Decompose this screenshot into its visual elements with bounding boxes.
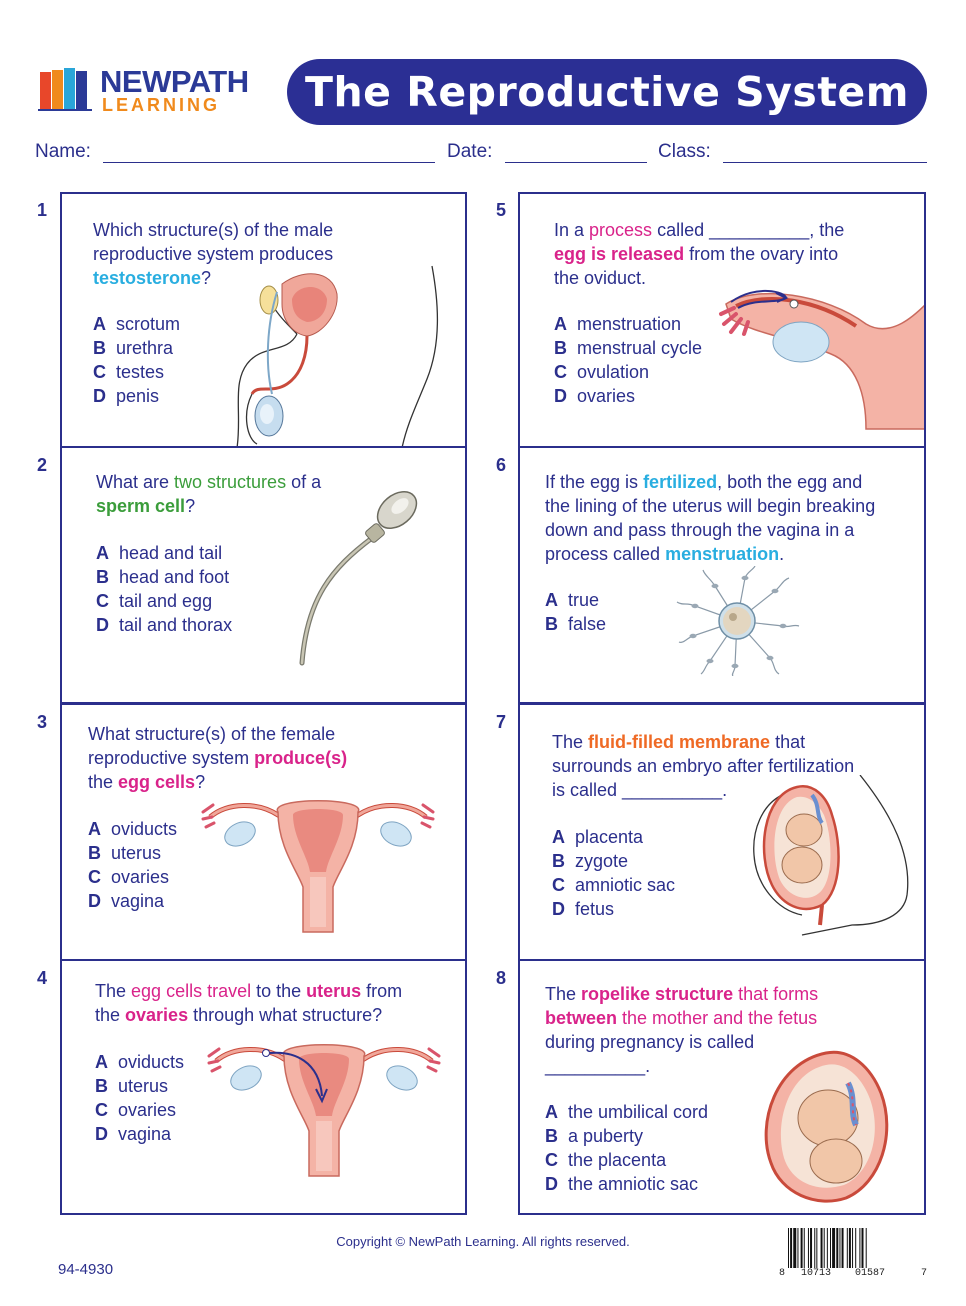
embryo-amniotic-sac-illustration [742, 775, 922, 945]
name-field[interactable] [103, 162, 435, 163]
option-text: fetus [575, 899, 615, 919]
answer-option-c[interactable] [554, 360, 702, 384]
student-info-line [35, 141, 927, 165]
question-text-fragment: If the egg is [545, 472, 644, 492]
option-text: ovaries [577, 386, 636, 406]
answer-option-d[interactable] [95, 1122, 184, 1146]
question-text-fragment: . [779, 544, 785, 564]
date-label: Date: [447, 141, 493, 162]
question-text-line: during pregnancy is called [545, 1032, 755, 1052]
question-text-fragment: called __________, the [652, 220, 845, 240]
question-card-8 [518, 959, 926, 1215]
question-card-7 [518, 703, 926, 961]
question-text-line: down and pass through the vagina in a [545, 520, 855, 540]
answer-option-a[interactable] [88, 817, 177, 841]
question-number: 3 [37, 712, 48, 732]
answer-options [554, 312, 702, 408]
answer-options [96, 541, 232, 637]
question-number: 4 [37, 968, 48, 988]
question-card-5 [518, 192, 926, 448]
question-text-line: the oviduct. [554, 268, 647, 288]
answer-option-b[interactable] [96, 565, 232, 589]
question-number: 7 [496, 712, 507, 732]
answer-option-c[interactable] [545, 1148, 708, 1172]
question-text-fragment: ? [195, 772, 206, 792]
option-text: testes [116, 362, 165, 382]
option-letter: C [552, 875, 565, 895]
class-label: Class: [658, 141, 711, 162]
question-card-4 [60, 959, 467, 1215]
answer-option-b[interactable] [88, 841, 177, 865]
keyword-highlight: that forms [733, 984, 819, 1004]
option-letter: A [552, 827, 565, 847]
question-number: 1 [37, 200, 48, 220]
answer-option-a[interactable] [552, 825, 675, 849]
barcode-digit-group: 8 [779, 1268, 786, 1279]
answer-option-d[interactable] [554, 384, 702, 408]
option-letter: B [95, 1076, 108, 1096]
question-text-fragment: from the ovary into [684, 244, 839, 264]
question-text-fragment: The [95, 981, 132, 1001]
option-text: vagina [111, 891, 165, 911]
option-text: oviducts [111, 819, 178, 839]
keyword-highlight: the mother and the fetus [617, 1008, 818, 1028]
option-letter: C [545, 1150, 558, 1170]
option-text: a puberty [568, 1126, 644, 1146]
barcode-digit-group: 10713 [801, 1268, 832, 1279]
question-text-fragment: The [552, 732, 589, 752]
option-letter: A [554, 314, 567, 334]
question-text-fragment: process called [545, 544, 666, 564]
keyword-highlight: menstruation [665, 544, 780, 564]
question-text-fragment: ? [185, 496, 196, 516]
option-letter: D [88, 891, 101, 911]
option-letter: A [545, 590, 558, 610]
answer-option-a[interactable] [554, 312, 702, 336]
barcode-digit-group: 7 [921, 1268, 928, 1279]
answer-option-a[interactable] [93, 312, 180, 336]
ovulation-illustration [716, 284, 926, 446]
keyword-highlight: uterus [306, 981, 362, 1001]
copyright-notice: Copyright © NewPath Learning. All rights reserved. [336, 1234, 630, 1249]
option-text: zygote [575, 851, 629, 871]
name-label: Name: [35, 141, 91, 162]
title-banner [287, 59, 927, 125]
option-letter: C [93, 362, 106, 382]
answer-option-c[interactable] [552, 873, 675, 897]
question-number: 2 [37, 455, 48, 475]
option-text: menstruation [577, 314, 682, 334]
option-letter: B [545, 614, 558, 634]
answer-option-b[interactable] [554, 336, 702, 360]
question-card-3 [60, 703, 467, 961]
keyword-highlight: egg is released [554, 244, 685, 264]
logo-word-newpath: NEWPATH [100, 64, 249, 99]
answer-option-a[interactable] [95, 1050, 184, 1074]
answer-option-d[interactable] [93, 384, 180, 408]
keyword-highlight: ropelike structure [581, 984, 734, 1004]
option-text: the amniotic sac [568, 1174, 699, 1194]
option-letter: D [545, 1174, 558, 1194]
option-letter: A [96, 543, 109, 563]
question-text-line: is called __________. [552, 780, 728, 800]
option-letter: D [554, 386, 567, 406]
answer-option-a[interactable] [545, 588, 606, 612]
question-card-1 [60, 192, 467, 448]
option-letter: D [96, 615, 109, 635]
answer-option-d[interactable] [552, 897, 675, 921]
question-text [88, 722, 388, 794]
option-letter: D [95, 1124, 108, 1144]
question-text-line: What structure(s) of the female [88, 724, 336, 744]
umbilical-cord-illustration [756, 1043, 906, 1213]
books-logo-icon [38, 66, 94, 112]
question-text-line: the lining of the uterus will begin breaking [545, 496, 876, 516]
answer-option-c[interactable] [88, 865, 177, 889]
answer-options [545, 1100, 708, 1196]
question-text [545, 470, 920, 566]
question-text-fragment: the [88, 772, 119, 792]
keyword-highlight: process [589, 220, 653, 240]
option-text: scrotum [116, 314, 181, 334]
option-letter: B [554, 338, 567, 358]
question-text-fragment: ? [201, 268, 212, 288]
option-text: uterus [118, 1076, 169, 1096]
option-text: amniotic sac [575, 875, 676, 895]
page-title: The Reproductive System [305, 68, 909, 116]
option-text: uterus [111, 843, 162, 863]
answer-option-b[interactable] [552, 849, 675, 873]
class-field[interactable] [723, 162, 927, 163]
option-text: the umbilical cord [568, 1102, 709, 1122]
option-text: tail and egg [119, 591, 213, 611]
option-text: urethra [116, 338, 174, 358]
option-text: oviducts [118, 1052, 185, 1072]
question-text [554, 218, 914, 290]
option-letter: B [552, 851, 565, 871]
question-text [95, 979, 455, 1027]
answer-option-c[interactable] [96, 589, 232, 613]
option-letter: B [96, 567, 109, 587]
option-text: head and foot [119, 567, 230, 587]
answer-option-d[interactable] [545, 1172, 708, 1196]
option-letter: B [93, 338, 106, 358]
question-text-fragment: from [361, 981, 403, 1001]
question-text-line: __________. [545, 1056, 651, 1076]
keyword-highlight: testosterone [93, 268, 202, 288]
option-text: menstrual cycle [577, 338, 703, 358]
question-text-fragment: the [95, 1005, 126, 1025]
newpath-learning-logo [38, 64, 278, 116]
option-text: placenta [575, 827, 644, 847]
keyword-highlight: sperm cell [96, 496, 186, 516]
option-letter: C [95, 1100, 108, 1120]
option-text: false [568, 614, 607, 634]
option-letter: D [93, 386, 106, 406]
keyword-highlight: two structures [174, 472, 287, 492]
answer-options [552, 825, 675, 921]
answer-option-b[interactable] [545, 1124, 708, 1148]
answer-option-b[interactable] [93, 336, 180, 360]
option-text: tail and thorax [119, 615, 233, 635]
answer-options [88, 817, 177, 913]
answer-option-d[interactable] [88, 889, 177, 913]
date-field[interactable] [505, 162, 647, 163]
question-text-line: Which structure(s) of the male [93, 220, 334, 240]
option-letter: B [545, 1126, 558, 1146]
barcode-digit-group: 01587 [855, 1268, 886, 1279]
question-text-fragment: What are [96, 472, 175, 492]
keyword-highlight: produce(s) [254, 748, 348, 768]
option-text: ovaries [118, 1100, 177, 1120]
question-text-fragment: In a [554, 220, 590, 240]
option-text: vagina [118, 1124, 172, 1144]
product-code: 94-4930 [58, 1261, 114, 1278]
question-number: 5 [496, 200, 507, 220]
answer-option-b[interactable] [545, 612, 606, 636]
option-letter: A [95, 1052, 108, 1072]
option-letter: A [93, 314, 106, 334]
sperm-cell-illustration [292, 488, 432, 668]
answer-option-a[interactable] [545, 1100, 708, 1124]
question-text-fragment: that [770, 732, 806, 752]
answer-options [93, 312, 180, 408]
option-text: ovaries [111, 867, 170, 887]
question-card-2 [60, 446, 467, 704]
question-text-fragment: The [545, 984, 582, 1004]
keyword-highlight: ovaries [125, 1005, 189, 1025]
question-number: 8 [496, 968, 507, 988]
answer-option-a[interactable] [96, 541, 232, 565]
keyword-highlight: fluid-filled membrane [588, 732, 771, 752]
question-number: 6 [496, 455, 507, 475]
keyword-highlight: fertilized [643, 472, 718, 492]
answer-option-c[interactable] [95, 1098, 184, 1122]
option-text: ovulation [577, 362, 650, 382]
option-letter: C [88, 867, 101, 887]
question-text-line: surrounds an embryo after fertilization [552, 756, 855, 776]
egg-path-illustration [204, 1041, 444, 1186]
question-text-fragment: reproductive system [88, 748, 255, 768]
question-text-fragment: to the [251, 981, 307, 1001]
question-text-line: reproductive system produces [93, 244, 334, 264]
option-text: the placenta [568, 1150, 667, 1170]
option-letter: C [554, 362, 567, 382]
option-letter: C [96, 591, 109, 611]
keyword-highlight: egg cells [118, 772, 196, 792]
option-text: head and tail [119, 543, 223, 563]
option-letter: D [552, 899, 565, 919]
keyword-highlight: egg cells travel [131, 981, 252, 1001]
male-reproductive-system-illustration [227, 264, 447, 448]
option-text: penis [116, 386, 160, 406]
option-letter: A [88, 819, 101, 839]
answer-options [95, 1050, 184, 1146]
option-letter: A [545, 1102, 558, 1122]
question-text-fragment: , both the egg and [717, 472, 863, 492]
answer-option-c[interactable] [93, 360, 180, 384]
question-text-fragment: of a [286, 472, 322, 492]
keyword-highlight: between [545, 1008, 618, 1028]
fertilization-illustration [675, 566, 800, 676]
answer-option-b[interactable] [95, 1074, 184, 1098]
answer-option-d[interactable] [96, 613, 232, 637]
logo-word-learning: LEARNING [102, 95, 220, 115]
female-reproductive-system-illustration [198, 797, 438, 942]
question-card-6 [518, 446, 926, 704]
answer-options [545, 588, 606, 636]
question-text-fragment: through what structure? [188, 1005, 383, 1025]
option-letter: B [88, 843, 101, 863]
option-text: true [568, 590, 600, 610]
